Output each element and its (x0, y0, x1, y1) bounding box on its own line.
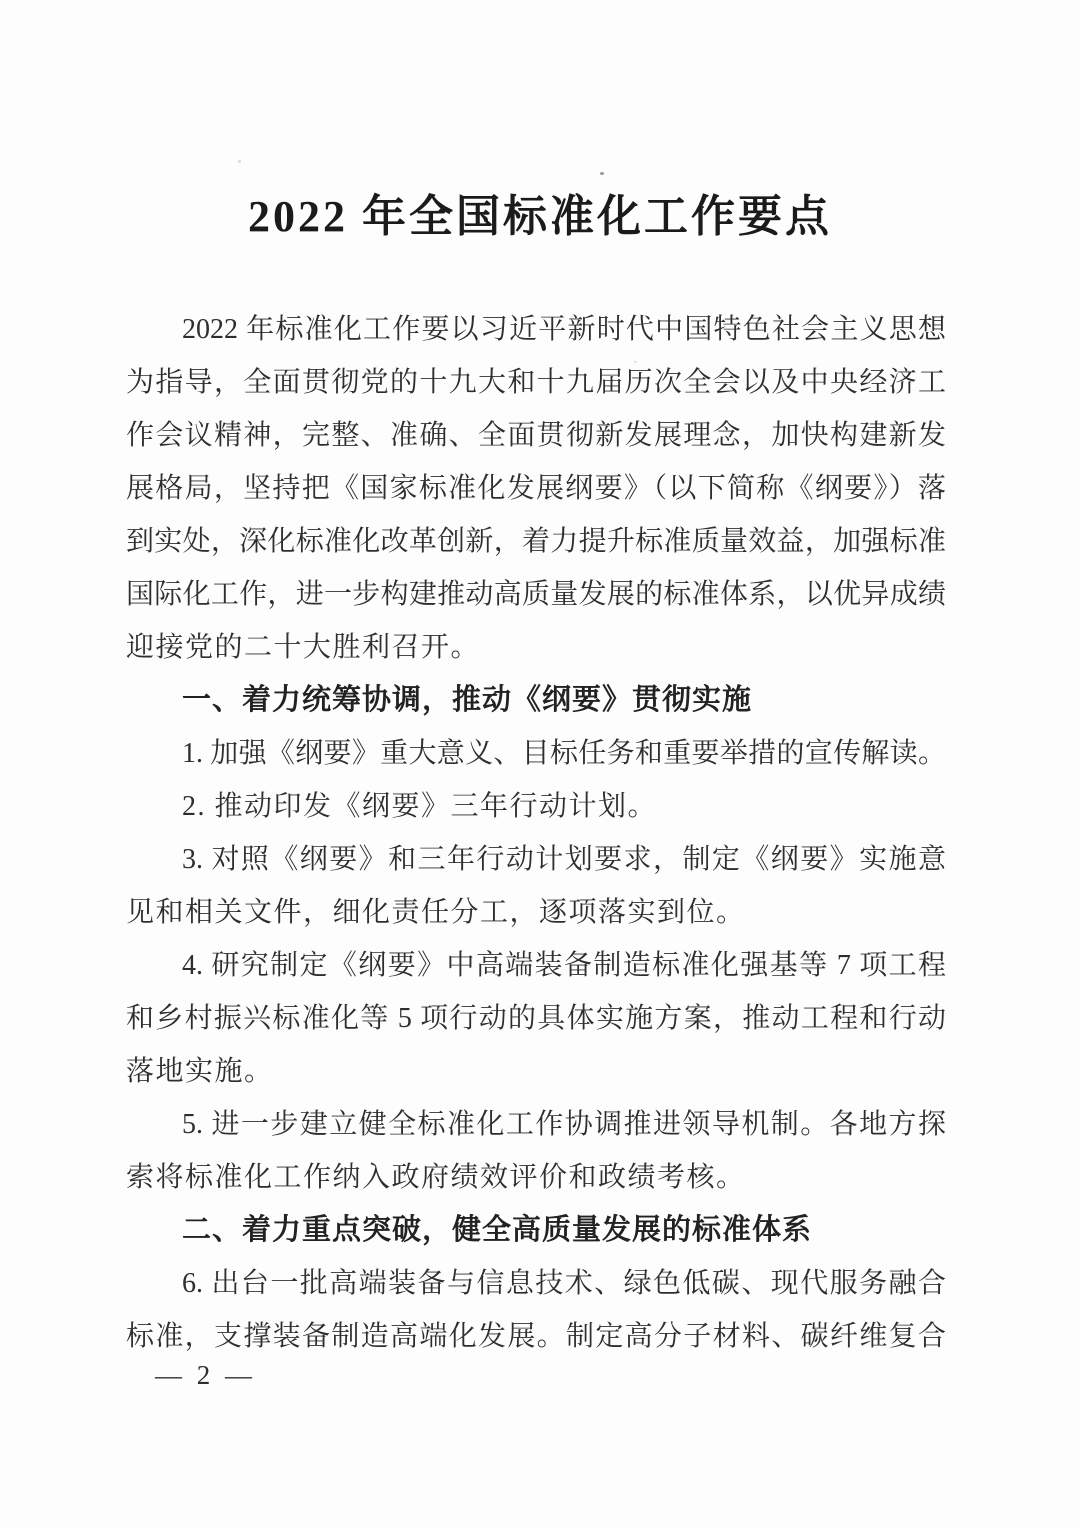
page-number: — 2 — (155, 1360, 256, 1390)
body-line: 索将标准化工作纳入政府绩效评价和政绩考核。 (126, 1162, 746, 1193)
body-line: 标准，支撑装备制造高端化发展。制定高分子材料、碳纤维复合 (126, 1321, 946, 1352)
body-line: 2. 推动印发《纲要》三年行动计划。 (182, 791, 658, 822)
body-line: 展格局，坚持把《国家标准化发展纲要》（以下简称《纲要》）落 (126, 473, 946, 504)
body-line: 3. 对照《纲要》和三年行动计划要求，制定《纲要》实施意 (182, 844, 946, 875)
body-line: 迎接党的二十大胜利召开。 (126, 632, 481, 663)
scan-speck (600, 172, 604, 175)
section-heading: 一、着力统筹协调，推动《纲要》贯彻实施 (182, 684, 753, 716)
body-line: 1. 加强《纲要》重大意义、目标任务和重要举措的宣传解读。 (182, 738, 946, 769)
body-line: 6. 出台一批高端装备与信息技术、绿色低碳、现代服务融合 (182, 1268, 946, 1299)
document-title: 2022 年全国标准化工作要点 (248, 192, 832, 241)
body-line: 和乡村振兴标准化等 5 项行动的具体实施方案，推动工程和行动 (126, 1003, 946, 1034)
scan-speck (238, 160, 241, 163)
body-line: 见和相关文件，细化责任分工，逐项落实到位。 (126, 897, 746, 928)
body-line: 4. 研究制定《纲要》中高端装备制造标准化强基等 7 项工程 (182, 950, 946, 981)
body-line: 为指导，全面贯彻党的十九大和十九届历次全会以及中央经济工 (126, 367, 946, 398)
body-line: 作会议精神，完整、准确、全面贯彻新发展理念，加快构建新发 (126, 420, 946, 451)
section-heading: 二、着力重点突破，健全高质量发展的标准体系 (182, 1214, 813, 1246)
document-body (126, 303, 946, 1363)
body-line: 国际化工作，进一步构建推动高质量发展的标准体系，以优异成绩 (126, 579, 946, 610)
body-line: 5. 进一步建立健全标准化工作协调推进领导机制。各地方探 (182, 1109, 946, 1140)
body-line: 到实处，深化标准化改革创新，着力提升标准质量效益，加强标准 (126, 526, 946, 557)
body-line: 2022 年标准化工作要以习近平新时代中国特色社会主义思想 (182, 314, 946, 345)
body-line: 落地实施。 (126, 1056, 274, 1087)
